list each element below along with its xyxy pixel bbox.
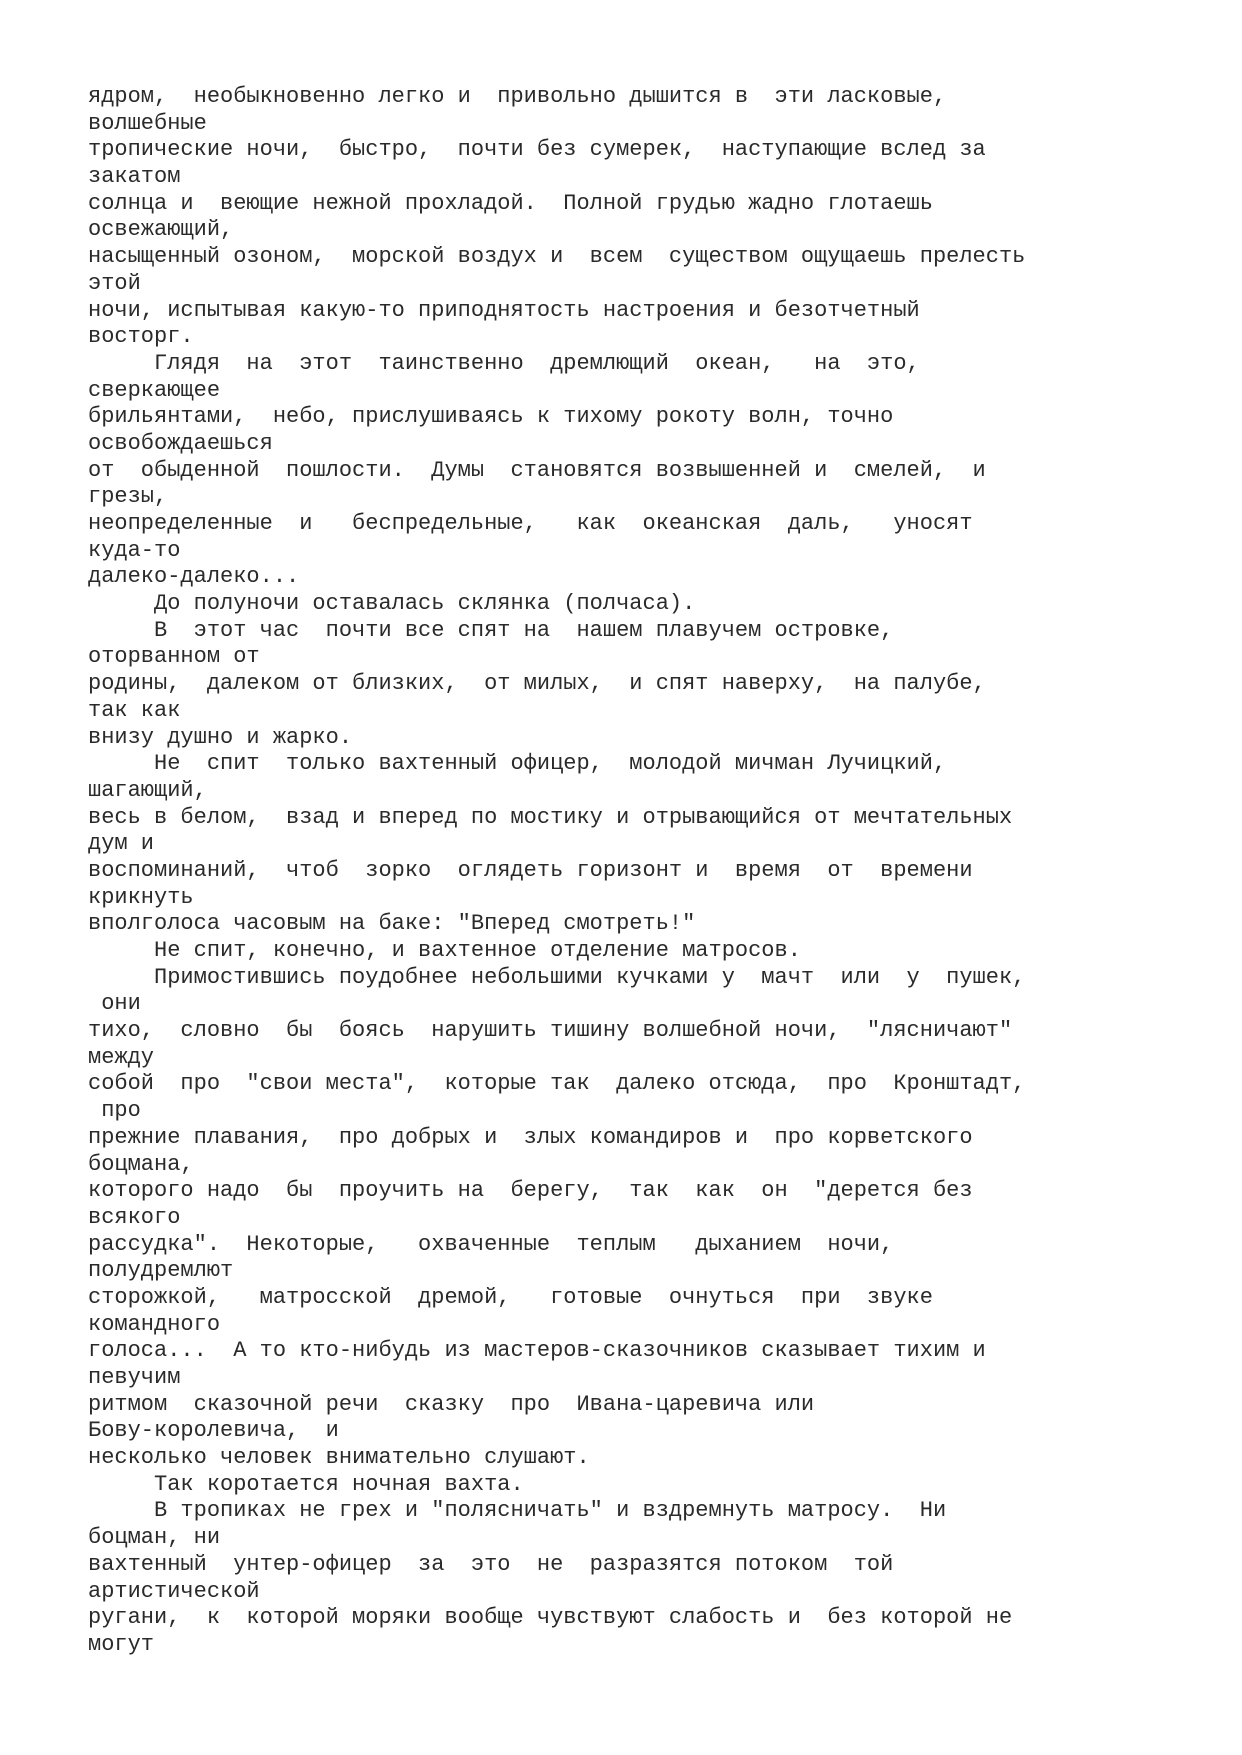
text-line: волшебные [88,110,207,136]
text-line: шагающий, [88,777,207,803]
text-line: Примостившись поудобнее небольшими кучками у мачт или у пушек, [88,964,1026,990]
text-line: куда-то [88,537,181,563]
text-line: тропические ночи, быстро, почти без сумерек, наступающие вслед за [88,137,986,163]
text-line: В тропиках не грех и "полясничать" и вздремнуть матросу. Ни [88,1498,947,1524]
text-line: Так коротается ночная вахта. [88,1471,524,1497]
text-line: тихо, словно бы боясь нарушить тишину волшебной ночи, "лясничают" [88,1018,1013,1044]
text-line: прежние плавания, про добрых и злых командиров и про корветского [88,1124,973,1150]
text-line: ритмом сказочной речи сказку про Ивана-царевича или [88,1391,815,1417]
text-line: сторожкой, матросской дремой, готовые очнуться при звуке [88,1284,933,1310]
text-line: Глядя на этот таинственно дремлющий океан, на это, [88,350,920,376]
text-line: дум и [88,831,155,857]
text-line: освежающий, [88,217,234,243]
text-line: между [88,1044,155,1070]
text-line: боцмана, [88,1151,194,1177]
text-line: голоса... А то кто-нибудь из мастеров-сказочников сказывает тихим и [88,1338,986,1364]
text-line: восторг. [88,324,194,350]
text-line: могут [88,1631,155,1657]
text-line: воспоминаний, чтоб зорко оглядеть горизонт и время от времени [88,857,973,883]
text-line: Не спит, конечно, и вахтенное отделение матросов. [88,938,801,963]
text-line: рассудка". Некоторые, охваченные теплым дыханием ночи, [88,1231,894,1257]
text-line: оторванном от [88,644,260,670]
text-line: сверкающее [88,377,221,403]
text-line: от обыденной пошлости. Думы становятся возвышенней и смелей, и [88,457,986,483]
text-line: Не спит только вахтенный офицер, молодой мичман Лучицкий, [88,751,947,777]
text-line: несколько человек внимательно слушают. [88,1445,590,1471]
text-line: До полуночи оставалась склянка (полчаса). [88,591,696,617]
text-line: брильянтами, небо, прислушиваясь к тихому рокоту волн, точно [88,404,894,430]
text-line: этой [88,270,141,296]
text-line: В этот час почти все спят на нашем плавучем островке, [88,617,894,643]
text-line: собой про "свои места", которые так далеко отсюда, про Кронштадт, [88,1071,1026,1097]
text-line: про [88,1098,141,1124]
text-line: певучим [88,1365,181,1390]
document-body-text [88,84,1208,1659]
text-line: неопределенные и беспредельные, как океанская даль, уносят [88,511,973,536]
text-line: так как [88,697,181,723]
text-line: Бову-королевича, и [88,1418,339,1444]
text-line: грезы, [88,484,168,510]
text-line: вахтенный унтер-офицер за это не разразятся потоком той [88,1551,894,1577]
text-line: ругани, к которой моряки вообще чувствуют слабость и без которой не [88,1605,1013,1631]
text-line: внизу душно и жарко. [88,724,353,750]
text-line: весь в белом, взад и вперед по мостику и отрывающийся от мечтательных [88,804,1013,830]
text-line: солнца и веющие нежной прохладой. Полной грудью жадно глотаешь [88,190,933,216]
text-line: вполголоса часовым на баке: "Вперед смотреть!" [88,911,696,937]
text-line: всякого [88,1204,181,1230]
text-line: полудремлют [88,1258,234,1284]
text-line: освобождаешься [88,430,273,456]
text-line: которого надо бы проучить на берегу, так как он "дерется без [88,1178,973,1204]
text-line: насыщенный озоном, морской воздух и всем существом ощущаешь прелесть [88,244,1026,270]
text-line: командного [88,1311,221,1337]
text-line: артистической [88,1578,260,1604]
text-line: далеко-далеко... [88,564,300,590]
text-line: родины, далеком от близких, от милых, и спят наверху, на палубе, [88,671,986,697]
text-line: закатом [88,164,181,190]
text-line: крикнуть [88,884,194,910]
text-line: боцман, ни [88,1525,221,1551]
text-line: ночи, испытывая какую-то приподнятость настроения и безотчетный [88,297,920,323]
text-line: ядром, необыкновенно легко и привольно дышится в эти ласковые, [88,84,947,109]
text-line: они [88,991,141,1017]
